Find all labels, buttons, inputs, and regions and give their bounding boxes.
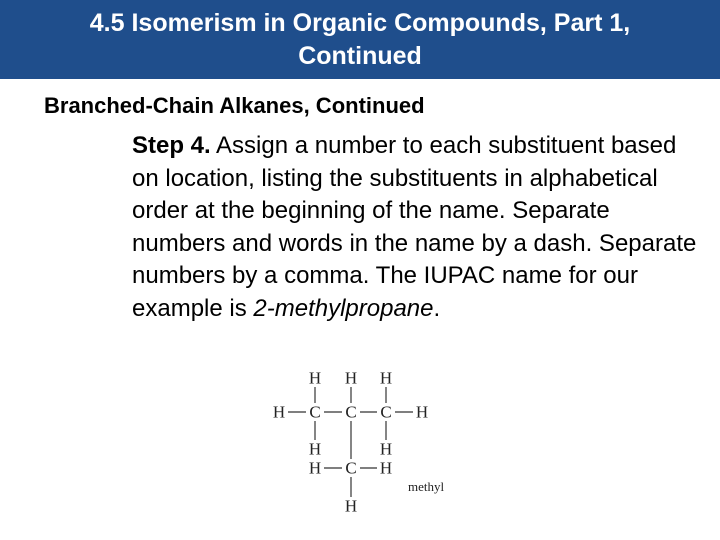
section-heading: Branched-Chain Alkanes, Continued xyxy=(44,93,425,118)
step-end: . xyxy=(433,294,441,322)
step-label: Step 4. xyxy=(132,132,211,159)
atom-h-bottom-1: H xyxy=(308,439,322,459)
atom-h-methyl-bottom: H xyxy=(344,496,358,516)
methyl-label: methyl xyxy=(408,479,445,494)
atom-h-bottom-3: H xyxy=(379,439,393,459)
step-text: Assign a number to each substituent based on location, listing the substituents in alphabetical order at the beginning of the name. Separate numbers and words in the name by a dash. Separate numbers by a comma. The IUPAC name for our example is xyxy=(132,132,697,322)
atom-c-3: C xyxy=(380,402,392,422)
atom-h-top-3: H xyxy=(379,368,393,388)
slide-title-line-2: Continued xyxy=(298,41,422,70)
atom-h-methyl-right: H xyxy=(379,458,393,478)
example-name: 2-methylpropane xyxy=(253,294,434,322)
atom-h-right: H xyxy=(415,402,429,422)
title-bar xyxy=(0,0,720,79)
atom-c-2: C xyxy=(345,402,357,422)
atom-h-top-1: H xyxy=(308,368,322,388)
atom-h-methyl-left: H xyxy=(308,458,322,478)
atom-h-top-2: H xyxy=(344,368,358,388)
atom-h-left: H xyxy=(272,402,286,422)
atom-c-methyl: C xyxy=(345,458,357,478)
slide-title-line-1: 4.5 Isomerism in Organic Compounds, Part 1, xyxy=(89,8,631,37)
atom-c-1: C xyxy=(309,402,321,422)
step-paragraph xyxy=(132,130,707,325)
methylpropane-structure xyxy=(262,365,472,520)
